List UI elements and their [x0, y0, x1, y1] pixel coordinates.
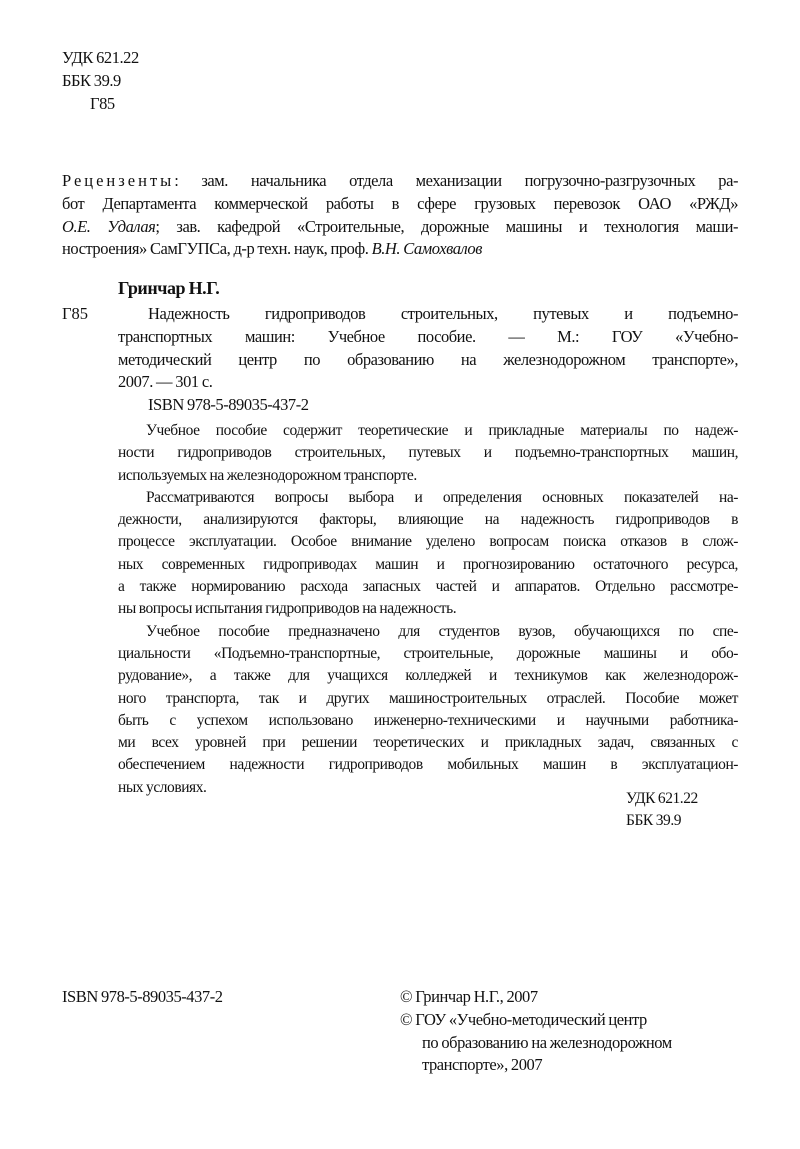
- udk-code: УДК 621.22: [62, 48, 139, 67]
- reviewer-name: В.Н. Самохвалов: [371, 239, 482, 259]
- reviewers: Рецензенты: зам. начальника отдела механизации погрузочно-разгрузочных ра- бот Департамента коммерческой работы в сфере грузовых перевозок ОАО «РЖД» О.Е. Удалая; зав. кафедрой «Строительные, дорожные машины и технология маши- ностроения» СамГУПСа, д-р техн. наук, проф. В.Н. Самохвалов: [62, 171, 738, 259]
- header-classification: [62, 47, 139, 115]
- abstract: Учебное пособие содержит теоретические и прикладные материалы по надеж- ности гидроприводов строительных, путевых и подъемно-транспортных машин, используемых на железнодорожном транспорте. Рассматриваются вопросы выбора и определения основных показателей на- дежности, анализируются факторы, влияющие на надежность гидроприводов в процессе эксплуатации. Особое внимание уделено вопросам поиска отказов в слож- ных современных гидроприводах машин и прогнозированию остаточного ресурса, а также нормированию расхода запасных частей и аппаратов. Отдельно рассмотре- ны вопросы испытания гидроприводов на надежность. Учебное пособие предназначено для студентов вузов, обучающихся по спе- циальности «Подъемно-транспортные, строительные, дорожные машины и обо- рудование», а также для учащихся колледжей и техникумов как железнодорож- ного транспорта, так и других машиностроительных отраслей. Пособие может быть с успехом использовано инженерно-техническими и научными работника- ми всех уровней при решении теоретических и прикладных задач, связанных с обеспечением надежности гидроприводов мобильных машин в эксплуатацион- ных условиях.: [118, 422, 738, 796]
- copyright: © Гринчар Н.Г., 2007 © ГОУ «Учебно-методический центр по образованию на железнодорожном транспорте», 2007: [400, 987, 672, 1075]
- abstract-classification: УДК 621.22 ББК 39.9: [626, 790, 698, 829]
- bib-code: Г85: [62, 304, 89, 323]
- bbk-code: ББК 39.9: [62, 70, 121, 90]
- bibliographic-record: Надежность гидроприводов строительных, путевых и подъемно- транспортных машин: Учебное пособие. — М.: ГОУ «Учебно- методический центр по образованию на железнодорожном транспорте», 2007. — 301 с. ISBN 978-5-89035-437-2: [118, 303, 738, 417]
- author-mark: Г85: [90, 93, 115, 113]
- isbn: ISBN 978-5-89035-437-2: [148, 395, 309, 415]
- footer-isbn: ISBN 978-5-89035-437-2: [62, 987, 223, 1006]
- author-heading: Гринчар Н.Г.: [118, 278, 220, 298]
- reviewers-label: Рецензенты: [62, 171, 175, 190]
- reviewer-name: О.Е. Удалая: [62, 216, 156, 236]
